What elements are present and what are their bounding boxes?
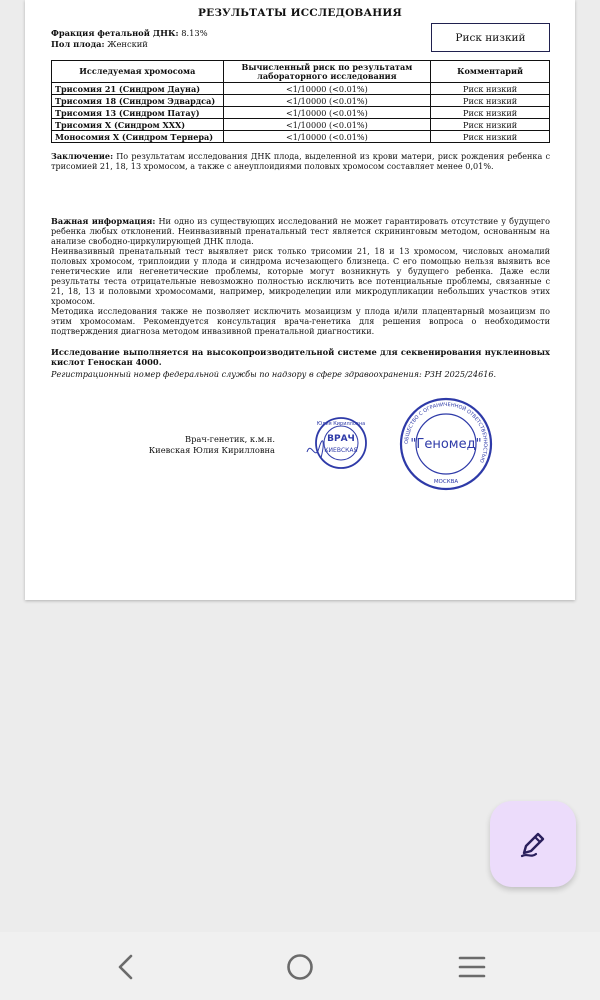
stamp-small-name: КИЕВСКАЯ bbox=[324, 447, 358, 454]
sex-value: Женский bbox=[107, 38, 148, 49]
row-comment: Риск низкий bbox=[431, 95, 550, 107]
sample-meta bbox=[51, 28, 208, 49]
doctor-title: Врач-генетик, к.м.н. bbox=[184, 434, 275, 444]
clinic-stamp bbox=[398, 397, 494, 491]
row-risk: <1/10000 (<0.01%) bbox=[223, 95, 431, 107]
document-title: РЕЗУЛЬТАТЫ ИССЛЕДОВАНИЯ bbox=[198, 7, 402, 19]
row-comment: Риск низкий bbox=[431, 119, 550, 131]
recents-button[interactable] bbox=[452, 950, 492, 984]
row-comment: Риск низкий bbox=[431, 83, 550, 95]
table-row bbox=[52, 107, 550, 119]
chevron-left-icon bbox=[115, 953, 137, 981]
conclusion-label: Заключение: bbox=[51, 151, 114, 161]
registration-note: Регистрационный номер федеральной службы по надзору в сфере здравоохранения: РЗН 2025/24616. bbox=[51, 369, 497, 379]
stamp-small-top: Юлия Кирилловна bbox=[316, 421, 366, 427]
sex-label: Пол плода: bbox=[51, 38, 105, 49]
header-chromosome: Исследуемая хромосома bbox=[52, 61, 224, 83]
signature-scribble bbox=[307, 441, 323, 458]
row-risk: <1/10000 (<0.01%) bbox=[223, 119, 431, 131]
table-row bbox=[52, 131, 550, 143]
back-button[interactable] bbox=[106, 950, 146, 984]
row-chromosome: Трисомия 13 (Синдром Патау) bbox=[52, 107, 224, 119]
hamburger-menu-icon bbox=[457, 954, 487, 980]
table-header-row bbox=[52, 61, 550, 83]
table-row bbox=[52, 95, 550, 107]
circle-home-icon bbox=[285, 952, 315, 982]
important-text-1: Ни одно из существующих исследований не может гарантировать отсутствие у будущего ребенка любых отклонений. Неинвазивный пренатальный тест является скрининговым методом, основанным на анализе свободно-циркулирующей ДНК плода. bbox=[51, 216, 550, 246]
fetal-dna-label: Фракция фетальной ДНК: bbox=[51, 28, 179, 38]
risk-summary-box bbox=[431, 23, 550, 52]
important-text-2: Неинвазивный пренатальный тест выявляет риск только трисомии 21, 18 и 13 хромосом, числовых аномалий половых хромосом, триплоидии у плода и синдрома исчезающего близнеца. С его помощью нельзя выявить все генетические или негенетические проблемы, которые могут возникнуть у будущего ребенка. Даже если результаты теста отрицательные невозможно полностью исключить все потенциальные проблемы, связанные с 21, 18, 13 и половыми хромосомами, например, микроделеции или микродупликации небольших участков этих хромосом. bbox=[51, 246, 550, 306]
conclusion-paragraph bbox=[51, 151, 550, 171]
row-comment: Риск низкий bbox=[431, 107, 550, 119]
important-label: Важная информация: bbox=[51, 216, 156, 226]
home-button[interactable] bbox=[280, 950, 320, 984]
results-table bbox=[51, 60, 550, 143]
clinic-stamp-name: "Геномед" bbox=[410, 437, 482, 452]
system-navigation-bar bbox=[0, 932, 600, 1000]
clinic-stamp-ring-text: ОБЩЕСТВО С ОГРАНИЧЕННОЙ ОТВЕТСТВЕННОСТЬЮ bbox=[403, 401, 489, 464]
clinic-stamp-city: МОСКВА bbox=[433, 479, 459, 485]
row-risk: <1/10000 (<0.01%) bbox=[223, 83, 431, 95]
edit-pen-icon bbox=[518, 829, 548, 859]
conclusion-text: По результатам исследования ДНК плода, выделенной из крови матери, риск рождения ребенка с трисомией 21, 18, 13 хромосом, а также с анеуплоидиями половых хромосом составляет менее 0,01%. bbox=[51, 151, 550, 171]
important-text-3: Методика исследования также не позволяет исключить мозаицизм у плода и/или плацентарный мозаицизм по этим хромосомам. Рекомендуется консультация врача-генетика для решения вопроса о необходимости подтверждения диагноза методом инвазивной пренатальной диагностики. bbox=[51, 306, 550, 336]
stamp-small-text: ВРАЧ bbox=[327, 434, 355, 444]
table-row bbox=[52, 119, 550, 131]
row-chromosome: Трисомия Х (Синдром ХХХ) bbox=[52, 119, 224, 131]
row-chromosome: Моносомия Х (Синдром Тернера) bbox=[52, 131, 224, 143]
doctor-stamp bbox=[301, 412, 369, 474]
row-risk: <1/10000 (<0.01%) bbox=[223, 107, 431, 119]
doctor-signature-block bbox=[135, 434, 275, 455]
important-info-block bbox=[51, 216, 550, 336]
doctor-name: Киевская Юлия Кирилловна bbox=[148, 444, 275, 455]
row-risk: <1/10000 (<0.01%) bbox=[223, 131, 431, 143]
risk-summary-text: Риск низкий bbox=[455, 31, 526, 44]
row-comment: Риск низкий bbox=[431, 131, 550, 143]
row-chromosome: Трисомия 18 (Синдром Эдвардса) bbox=[52, 95, 224, 107]
table-row bbox=[52, 83, 550, 95]
edit-fab-button[interactable] bbox=[490, 801, 576, 887]
fetal-dna-value: 8.13% bbox=[181, 28, 208, 38]
document-page bbox=[25, 0, 575, 600]
row-chromosome: Трисомия 21 (Синдром Дауна) bbox=[52, 83, 224, 95]
header-risk: Вычисленный риск по результатам лабораторного исследования bbox=[223, 61, 431, 83]
system-note: Исследование выполняется на высокопроизводительной системе для секвенирования нуклеиновых кислот Геноскан 4000. bbox=[51, 347, 550, 367]
header-comment: Комментарий bbox=[431, 61, 550, 83]
